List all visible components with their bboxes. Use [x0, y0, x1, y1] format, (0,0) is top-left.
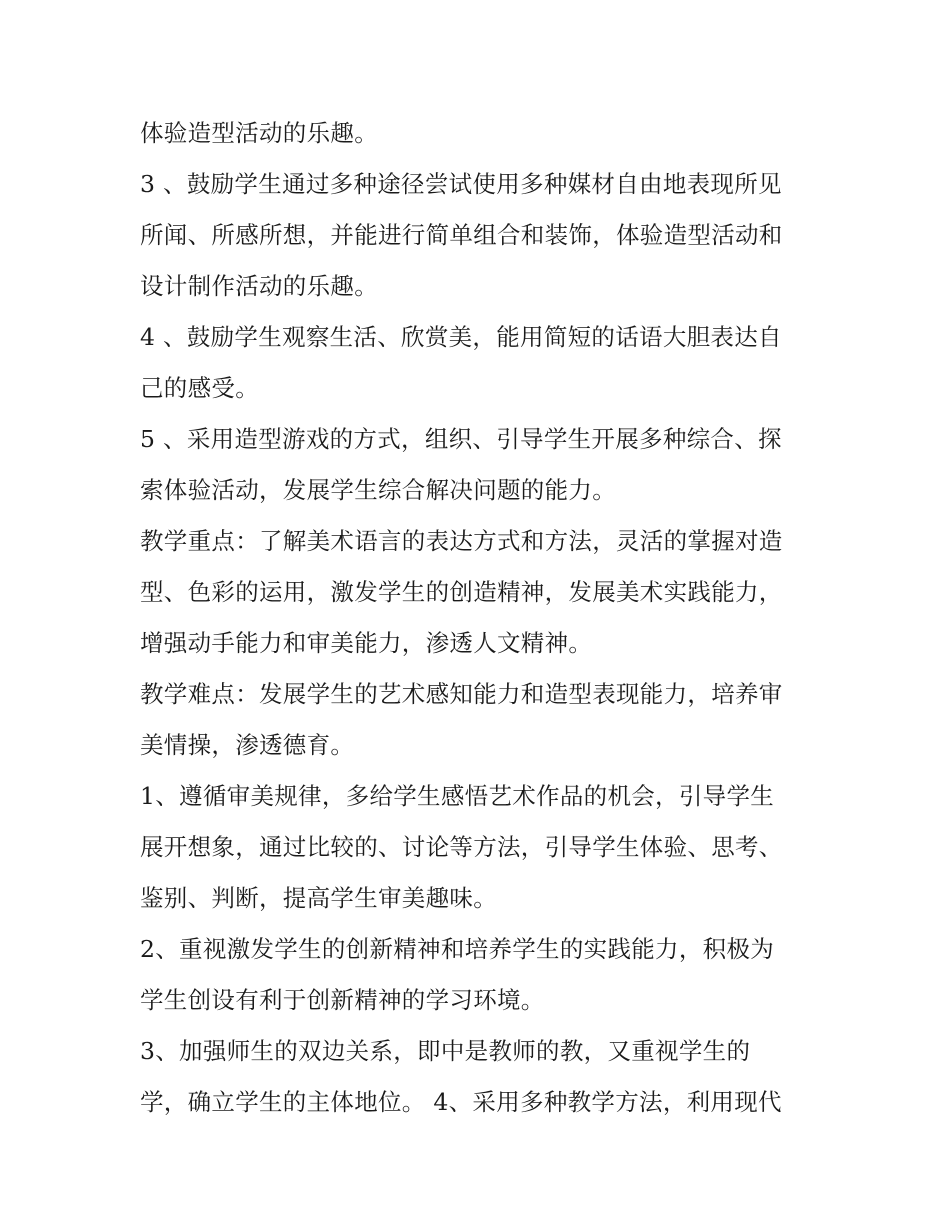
- text-line: 教学难点：发展学生的艺术感知能力和造型表现能力，培养审: [140, 680, 783, 708]
- document-body: [140, 108, 820, 1128]
- text-line: 索体验活动，发展学生综合解决问题的能力。: [140, 476, 616, 504]
- text-line: 美情操，渗透德育。: [140, 731, 355, 759]
- text-line: 所闻、所感所想，并能进行简单组合和装饰，体验造型活动和: [140, 221, 783, 249]
- text-line: 3 、鼓励学生通过多种途径尝试使用多种媒材自由地表现所见: [140, 170, 782, 198]
- text-line: 学生创设有利于创新精神的学习环境。: [140, 986, 545, 1014]
- text-line: 鉴别、判断，提高学生审美趣味。: [140, 884, 497, 912]
- text-line: 型、色彩的运用，激发学生的创造精神，发展美术实践能力，: [140, 578, 783, 606]
- text-line: 己的感受。: [140, 374, 259, 402]
- text-line: 4 、鼓励学生观察生活、欣赏美，能用简短的话语大胆表达自: [140, 323, 782, 351]
- text-line: 体验造型活动的乐趣。: [140, 119, 378, 147]
- text-line: 学，确立学生的主体地位。 4、采用多种教学方法，利用现代: [140, 1088, 782, 1116]
- text-line: 3、加强师生的双边关系，即中是教师的教，又重视学生的: [140, 1037, 751, 1065]
- text-line: 2、重视激发学生的创新精神和培养学生的实践能力，积极为: [140, 935, 775, 963]
- text-line: 教学重点：了解美术语言的表达方式和方法，灵活的掌握对造: [140, 527, 783, 555]
- text-line: 增强动手能力和审美能力，渗透人文精神。: [140, 629, 593, 657]
- text-line: 设计制作活动的乐趣。: [140, 272, 378, 300]
- text-line: 1、遵循审美规律，多给学生感悟艺术作品的机会，引导学生: [140, 782, 775, 810]
- text-line: 5 、采用造型游戏的方式，组织、引导学生开展多种综合、探: [140, 425, 782, 453]
- text-line: 展开想象，通过比较的、讨论等方法，引导学生体验、思考、: [140, 833, 783, 861]
